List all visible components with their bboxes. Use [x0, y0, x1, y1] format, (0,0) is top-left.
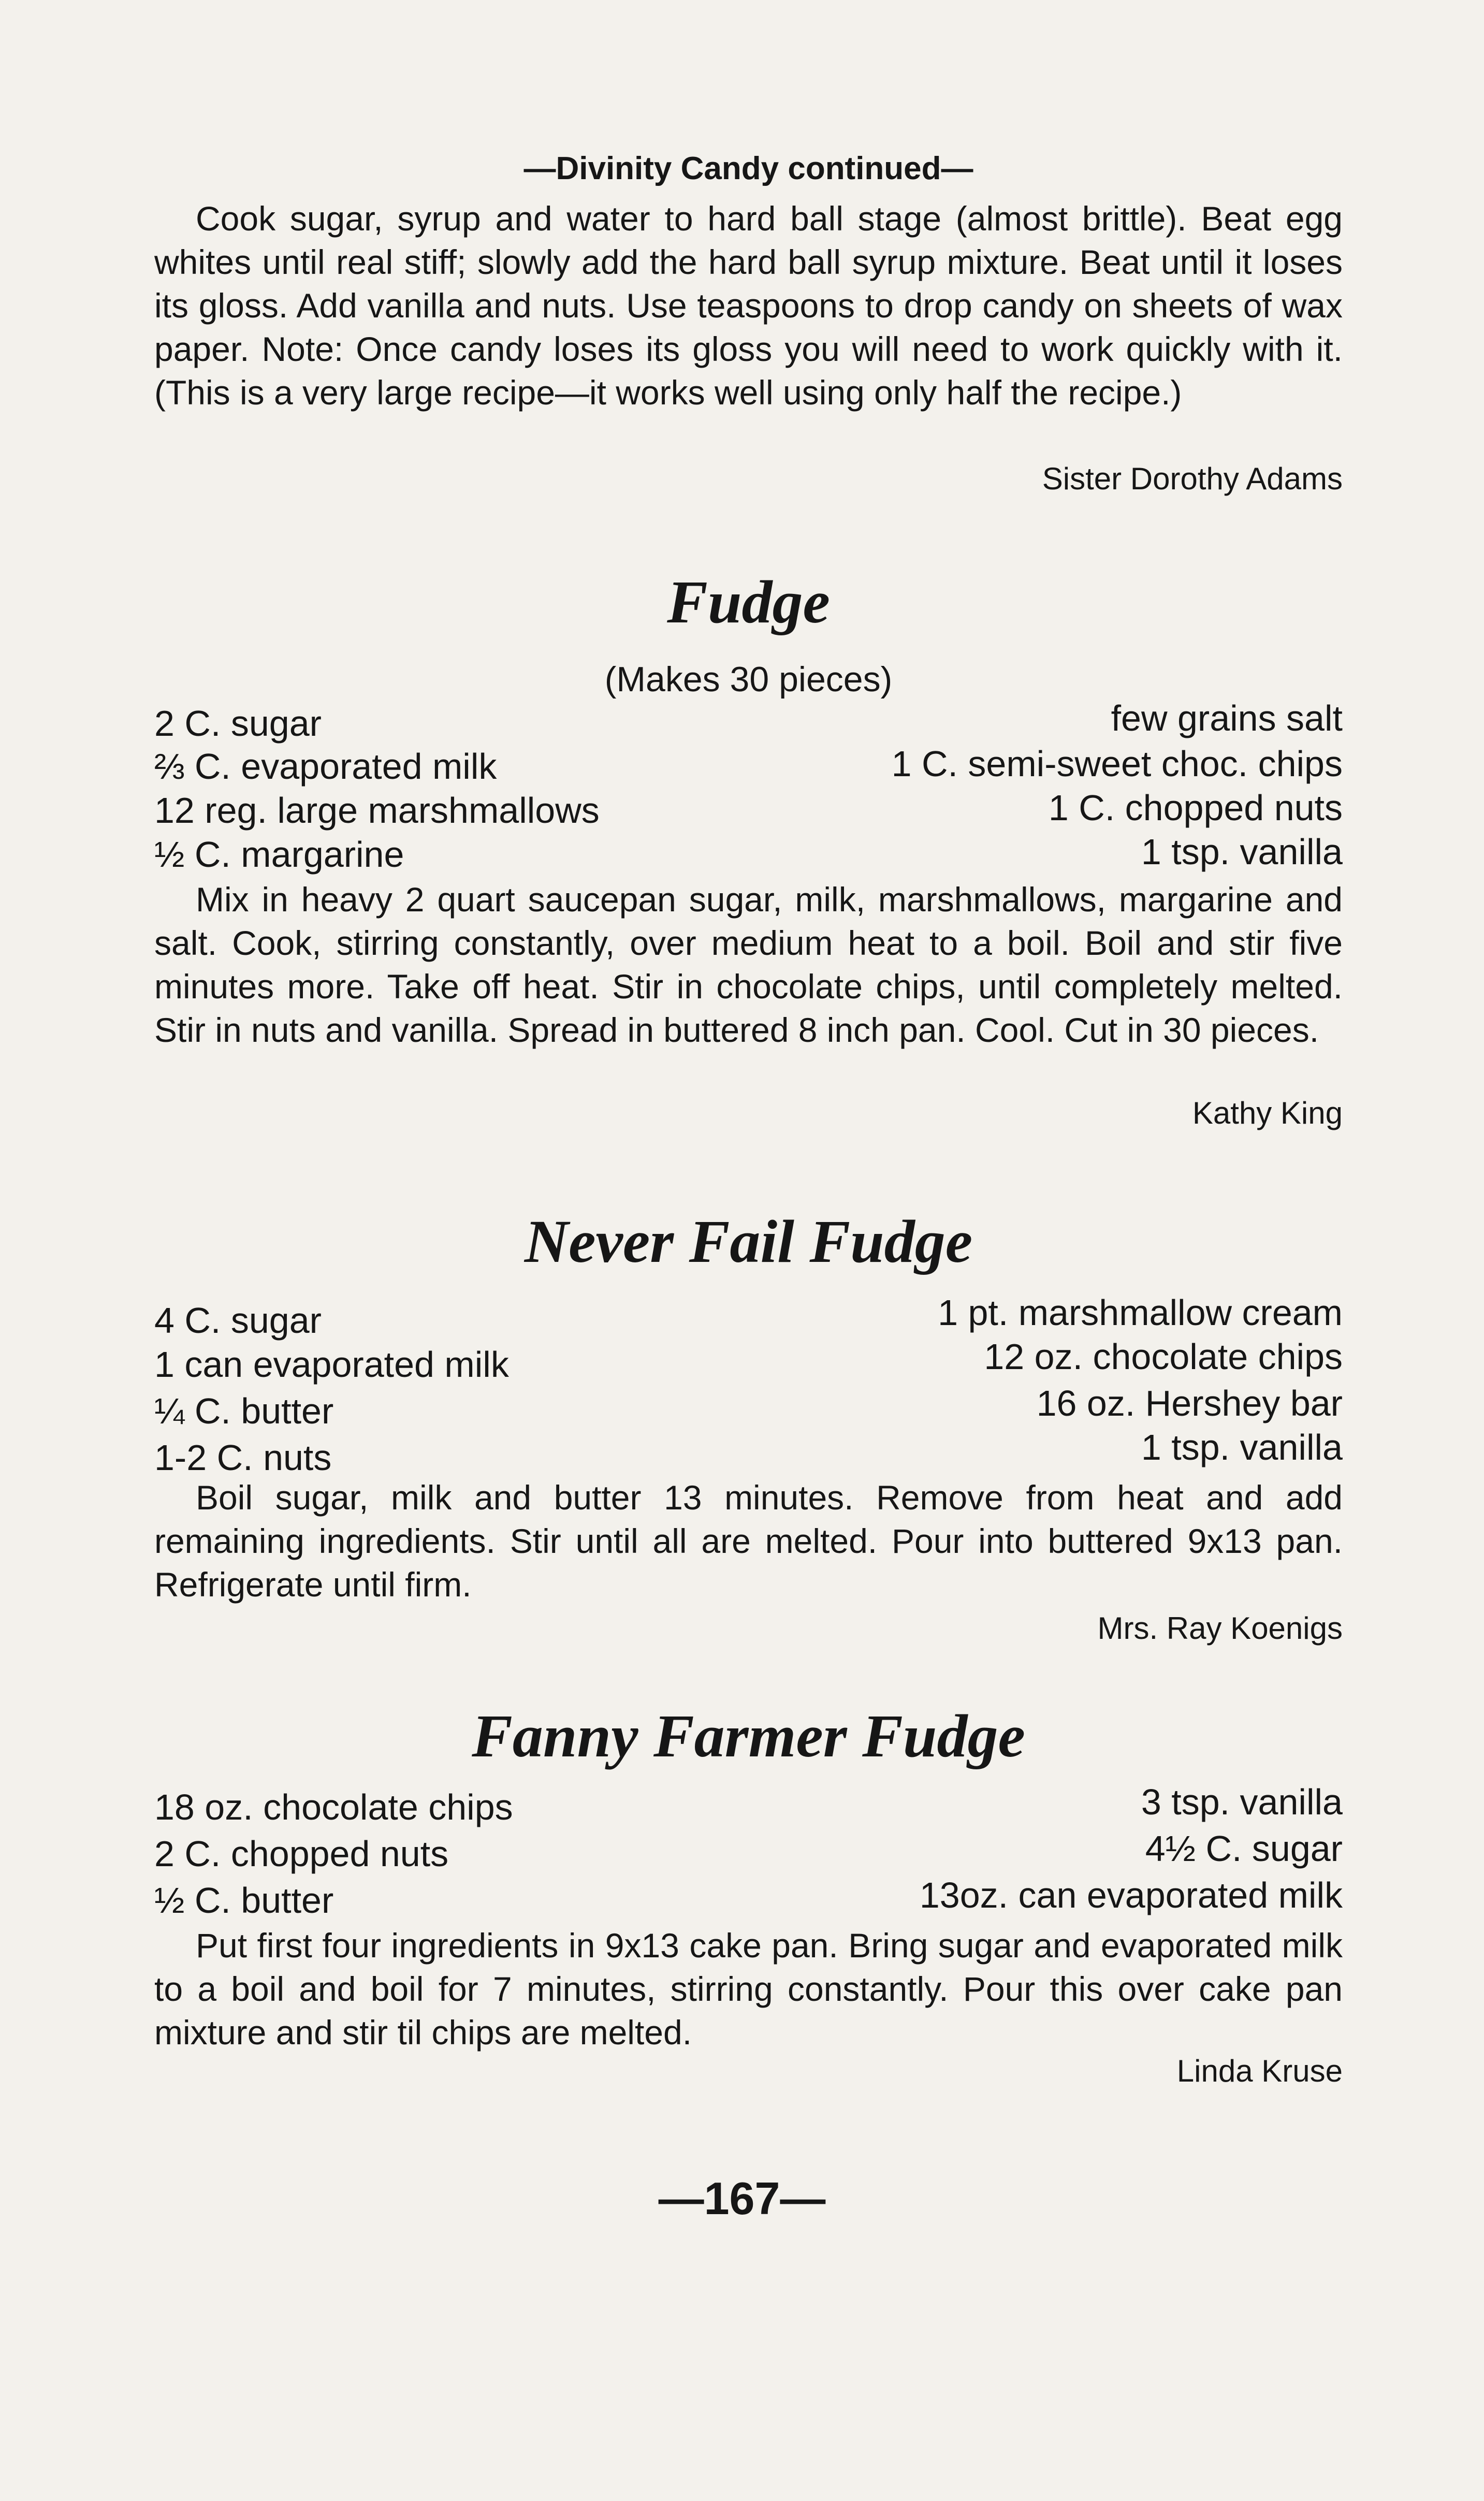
fanny-farmer-ingredient: 4½ C. sugar	[1145, 1828, 1343, 1869]
never-fail-author: Mrs. Ray Koenigs	[1097, 1611, 1343, 1646]
fudge-instructions-text: Mix in heavy 2 quart saucepan sugar, milk, marshmallows, margarine and salt. Cook, stirring constantly, over medium heat to a boil. Boil and stir five minutes more. Take off heat. Stir in chocolate chips, until completely melted. Stir in nuts and vanilla. Spread in buttered 8 inch pan. Cool. Cut in 30 pieces.	[154, 880, 1343, 1049]
never-fail-ingredient: ¼ C. butter	[154, 1391, 334, 1431]
fanny-farmer-title: Fanny Farmer Fudge	[472, 1702, 1025, 1770]
fudge-ingredient: 12 reg. large marshmallows	[154, 790, 600, 831]
fanny-farmer-ingredient: 3 tsp. vanilla	[1141, 1782, 1343, 1822]
fudge-ingredient: 1 C. chopped nuts	[1048, 788, 1343, 828]
fanny-farmer-ingredient: ½ C. butter	[154, 1880, 334, 1921]
fudge-ingredient: ⅔ C. evaporated milk	[154, 746, 497, 787]
divinity-instructions	[154, 197, 1343, 414]
fanny-farmer-ingredient: 18 oz. chocolate chips	[154, 1787, 513, 1827]
fudge-ingredient: 2 C. sugar	[154, 703, 322, 744]
never-fail-ingredient: 4 C. sugar	[154, 1300, 322, 1341]
never-fail-instructions-text: Boil sugar, milk and butter 13 minutes. Remove from heat and add remaining ingredients. Stir until all are melted. Pour into buttered 9x13 pan. Refrigerate until firm.	[154, 1478, 1343, 1604]
fudge-makes: (Makes 30 pieces)	[604, 660, 893, 699]
fudge-ingredient: 1 C. semi-sweet choc. chips	[891, 744, 1343, 784]
divinity-continued-title: —Divinity Candy continued—	[523, 151, 973, 186]
fanny-farmer-ingredient: 13oz. can evaporated milk	[919, 1875, 1343, 1915]
fanny-farmer-author: Linda Kruse	[1176, 2054, 1343, 2088]
fudge-instructions	[154, 878, 1343, 1052]
fudge-ingredient: 1 tsp. vanilla	[1141, 832, 1343, 872]
divinity-author: Sister Dorothy Adams	[1042, 461, 1343, 496]
never-fail-ingredient: 1-2 C. nuts	[154, 1437, 332, 1478]
fudge-ingredient: few grains salt	[1111, 698, 1343, 738]
page-number: —167—	[658, 2173, 826, 2224]
never-fail-ingredient: 1 can evaporated milk	[154, 1344, 509, 1385]
never-fail-ingredient: 12 oz. chocolate chips	[984, 1336, 1343, 1377]
fanny-farmer-instructions	[154, 1924, 1343, 2054]
never-fail-ingredient: 1 tsp. vanilla	[1141, 1427, 1343, 1467]
fanny-farmer-instructions-text: Put first four ingredients in 9x13 cake pan. Bring sugar and evaporated milk to a boil and boil for 7 minutes, stirring constantly. Pour this over cake pan mixture and stir til chips are melted.	[154, 1926, 1343, 2052]
never-fail-ingredient: 1 pt. marshmallow cream	[938, 1292, 1343, 1333]
divinity-instructions-text: Cook sugar, syrup and water to hard ball stage (almost brittle). Beat egg whites until real stiff; slowly add the hard ball syrup mixture. Beat until it loses its gloss. Add vanilla and nuts. Use teaspoons to drop candy on sheets of wax paper. Note: Once candy loses its gloss you will need to work quickly with it. (This is a very large recipe—it works well using only half the recipe.)	[154, 199, 1343, 412]
fudge-author: Kathy King	[1192, 1096, 1343, 1130]
fudge-ingredient: ½ C. margarine	[154, 834, 404, 875]
never-fail-title: Never Fail Fudge	[524, 1208, 973, 1275]
never-fail-instructions	[154, 1476, 1343, 1606]
fanny-farmer-ingredient: 2 C. chopped nuts	[154, 1834, 449, 1874]
fudge-title: Fudge	[667, 568, 830, 636]
never-fail-ingredient: 16 oz. Hershey bar	[1036, 1383, 1343, 1423]
